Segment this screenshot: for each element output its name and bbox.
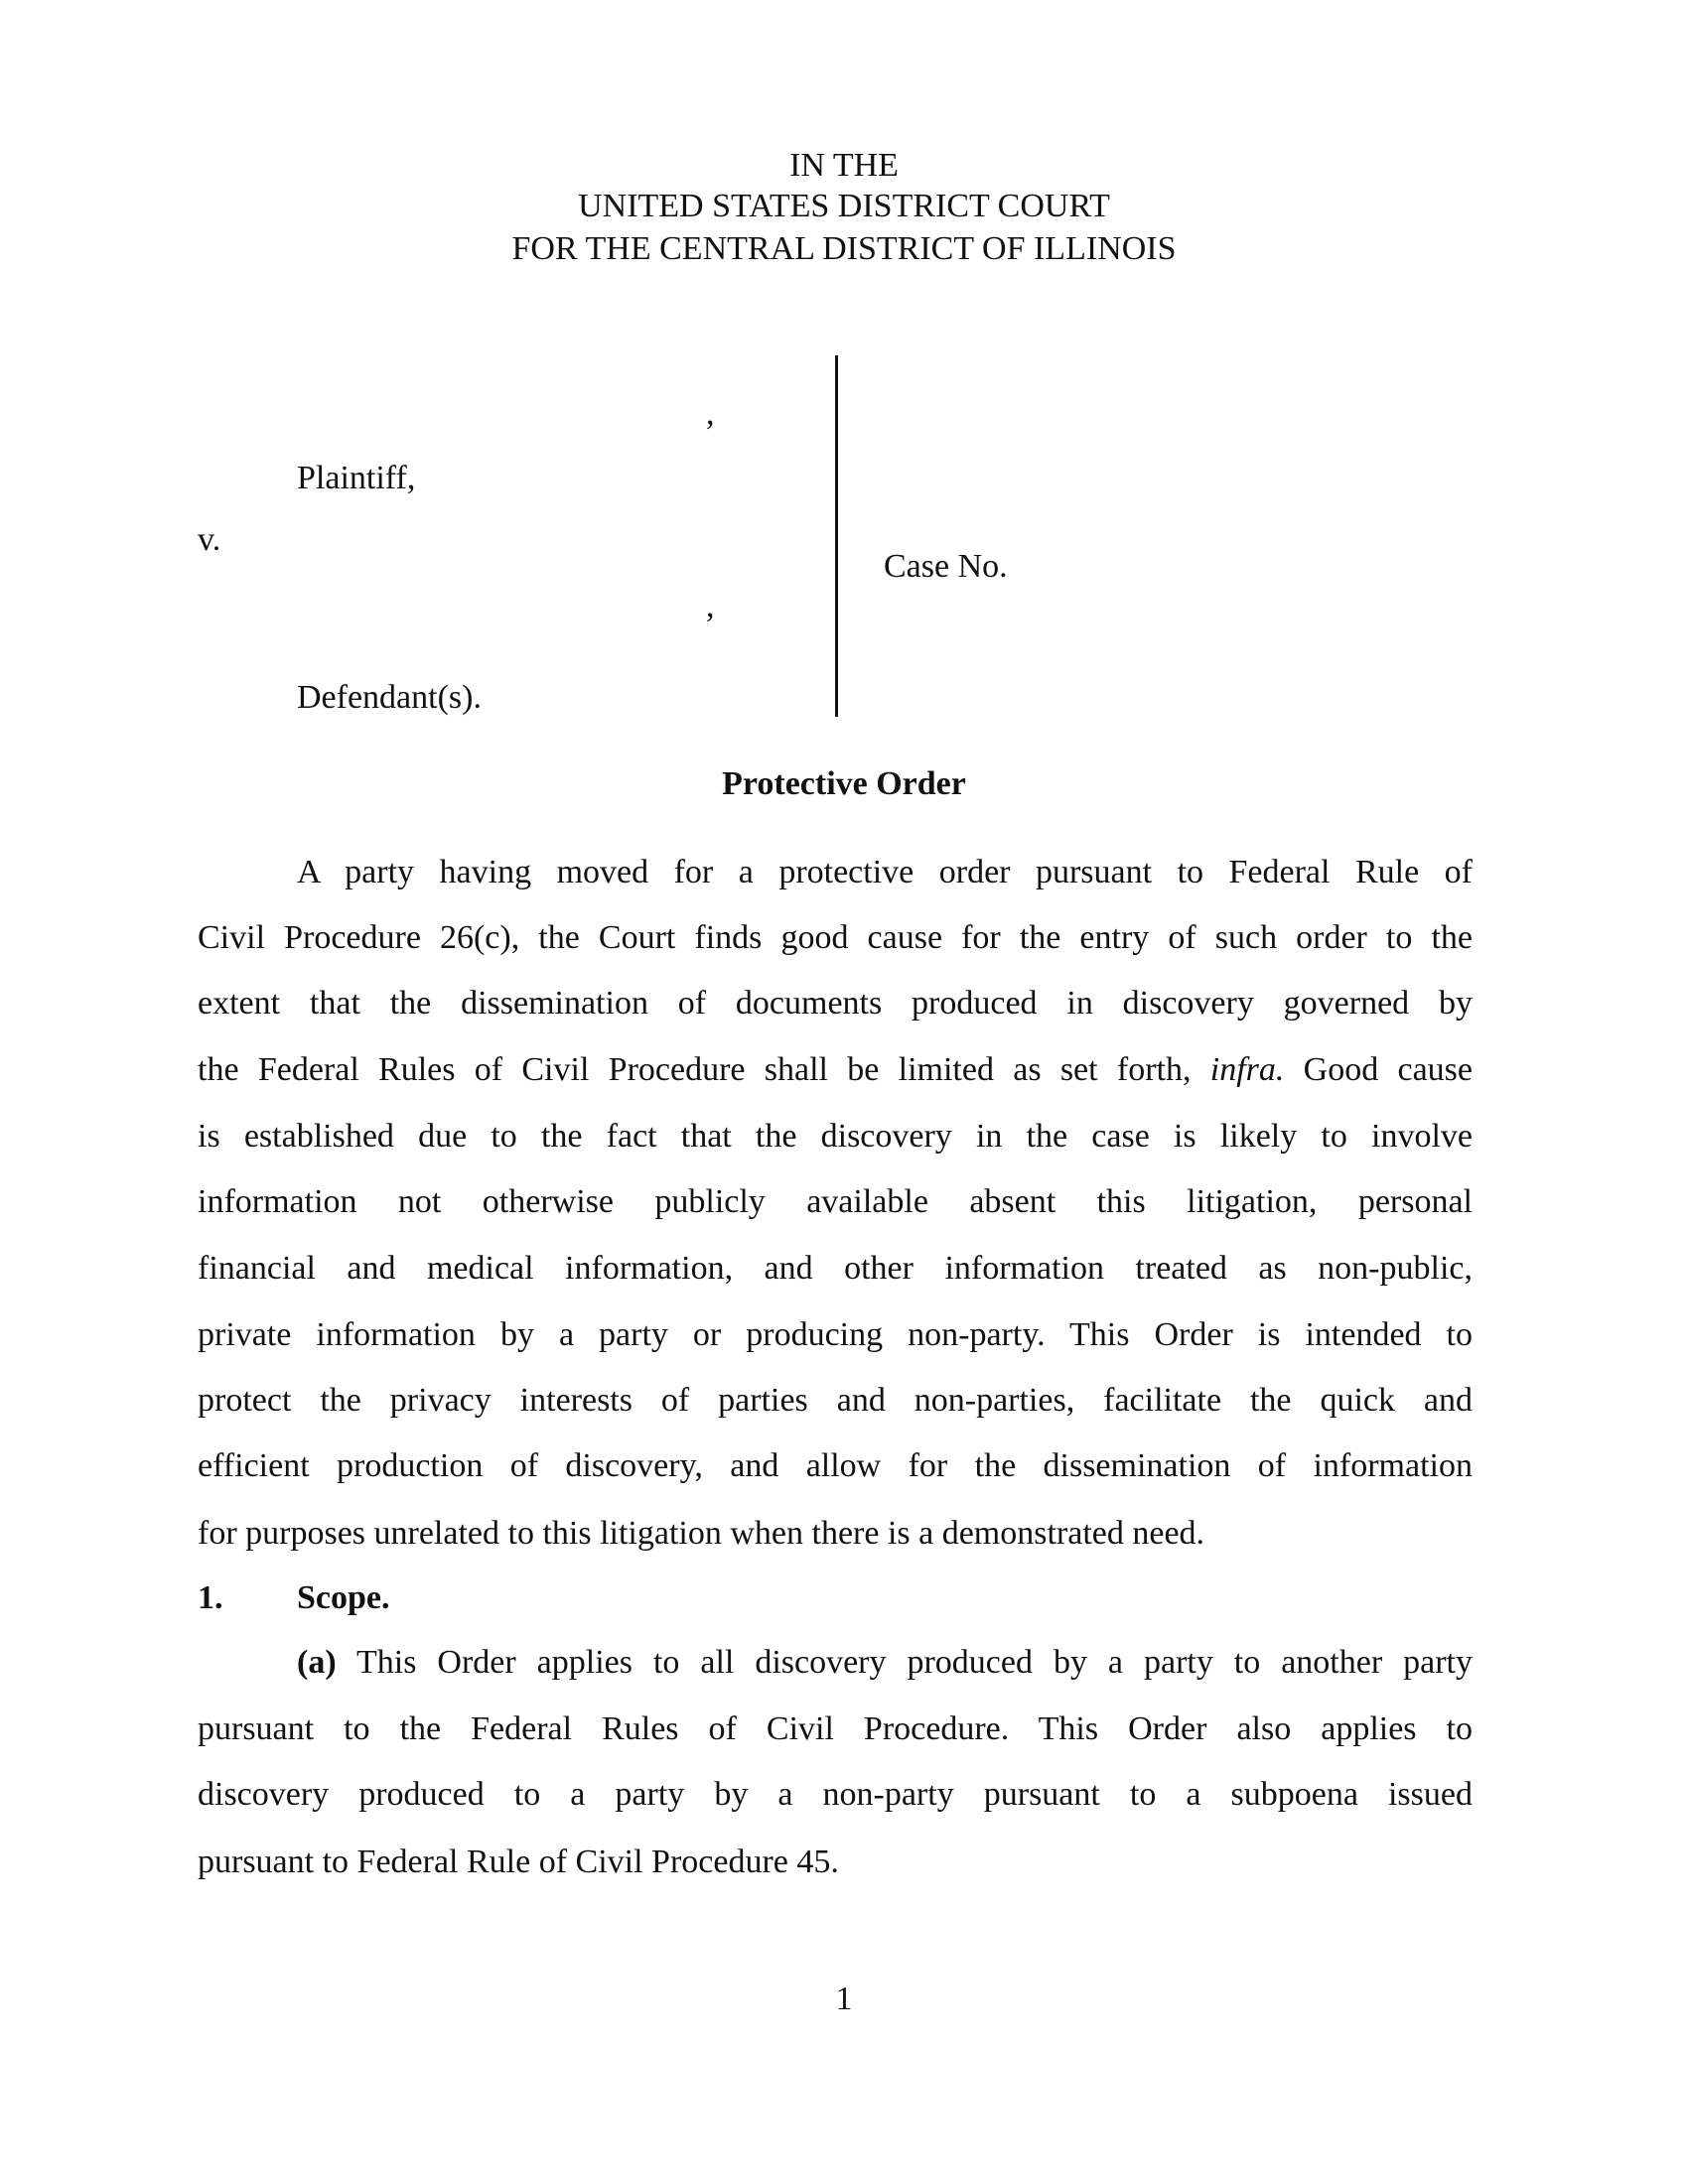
versus-label: v.: [198, 521, 221, 558]
intro-line: A party having moved for a protective order pursuant to Federal Rule of: [297, 854, 1473, 890]
section-line: [198, 1643, 1473, 1683]
infra-italic: infra.: [1209, 1051, 1285, 1088]
page-number: 1: [835, 1980, 853, 2017]
intro-line: financial and medical information, and other information treated as non-public,: [198, 1250, 1473, 1287]
section-line: pursuant to Federal Rule of Civil Procedure 45.: [198, 1843, 839, 1880]
section-line-text: This Order applies to all discovery produced by a party to another party: [336, 1644, 1473, 1681]
section-line: pursuant to the Federal Rules of Civil Procedure. This Order also applies to: [198, 1710, 1473, 1747]
caption-line-2: UNITED STATES DISTRICT COURT: [578, 188, 1110, 224]
intro-line-text: Good cause: [1284, 1051, 1473, 1088]
section-number: 1.: [198, 1579, 223, 1616]
plaintiff-label: Plaintiff,: [297, 460, 416, 496]
intro-line: is established due to the fact that the discovery in the case is likely to involve: [198, 1118, 1473, 1155]
case-number-label: Case No.: [884, 548, 1008, 585]
document-title: Protective Order: [722, 765, 966, 802]
intro-line: information not otherwise publicly available absent this litigation, personal: [198, 1183, 1473, 1220]
subsection-label: (a): [297, 1644, 337, 1681]
plaintiff-name-comma: ,: [706, 395, 715, 432]
defendant-name-comma: ,: [706, 588, 715, 624]
intro-line: [198, 1050, 1473, 1090]
caption-line-3: FOR THE CENTRAL DISTRICT OF ILLINOIS: [511, 230, 1177, 267]
caption-divider: [835, 355, 838, 717]
intro-line: extent that the dissemination of documents produced in discovery governed by: [198, 985, 1473, 1022]
intro-line: efficient production of discovery, and allow for the dissemination of information: [198, 1447, 1473, 1484]
intro-line: Civil Procedure 26(c), the Court finds good cause for the entry of such order to the: [198, 919, 1473, 956]
caption-line-1: IN THE: [789, 147, 899, 184]
section-line: discovery produced to a party by a non-party pursuant to a subpoena issued: [198, 1776, 1473, 1813]
intro-line-text: the Federal Rules of Civil Procedure shall be limited as set forth,: [198, 1051, 1210, 1088]
intro-line: private information by a party or producing non-party. This Order is intended to: [198, 1316, 1473, 1353]
intro-line: for purposes unrelated to this litigation when there is a demonstrated need.: [198, 1515, 1205, 1552]
intro-line: protect the privacy interests of parties and non-parties, facilitate the quick and: [198, 1382, 1473, 1419]
defendant-label: Defendant(s).: [297, 679, 482, 716]
section-heading: Scope.: [297, 1579, 390, 1616]
